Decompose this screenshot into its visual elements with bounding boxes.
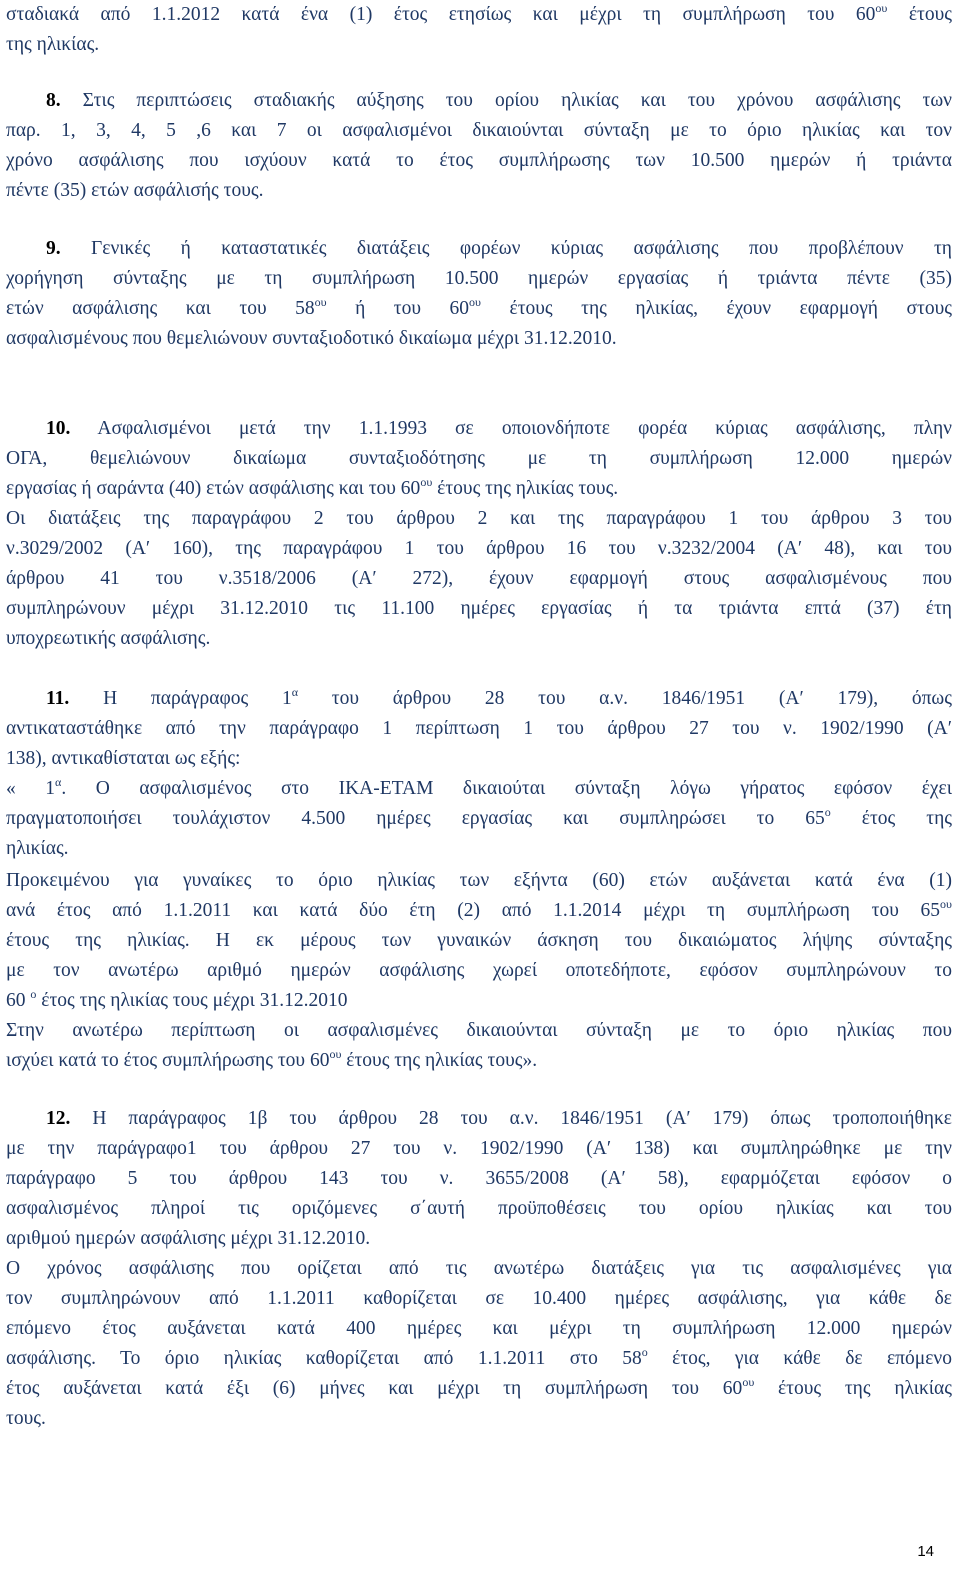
text-line [6,626,952,652]
superscript: ο [824,804,831,819]
text-run: έτος αυξάνεται κατά έξι (6) μήνες και μέχρι τη συμπλήρωση του 60 [6,1378,743,1399]
text-line [6,506,952,532]
text-run: του άρθρου 28 του α.ν. 1846/1951 (Α′ 179), όπως [298,688,952,709]
text-run: Οι διατάξεις της παραγράφου 2 του άρθρου 2 και της παραγράφου 1 του άρθρου 3 του [6,508,952,529]
text-line [6,1226,952,1252]
superscript: α [55,774,62,789]
text-line [6,836,952,862]
text-line [6,296,952,322]
text-run: με την παράγραφο1 του άρθρου 27 του ν. 1902/1990 (Α′ 138) και συμπληρώθηκε με την [6,1138,952,1159]
page-number: 14 [917,1543,934,1560]
text-line [6,118,952,144]
text-run: έτος της [830,808,952,829]
text-run: με τον ανωτέρω αριθμό ημερών ασφάλισης χωρεί οποτεδήποτε, εφόσον συμπληρώνουν το [6,960,952,981]
text-run: επόμενο έτος αυξάνεται κατά 400 ημέρες και μέχρι τη συμπλήρωση 12.000 ημερών [6,1318,952,1339]
text-line [6,476,952,502]
text-run: έτος της ηλικίας τους μέχρι 31.12.2010 [36,990,348,1011]
text-line [6,1406,952,1432]
text-run: έτους της ηλικίας, έχουν εφαρμογή στους [481,298,952,319]
text-run: τους. [6,1408,46,1429]
text-run: Στις περιπτώσεις σταδιακής αύξησης του ορίου ηλικίας και του χρόνου ασφάλισης των [60,90,952,111]
text-line [6,1376,952,1402]
superscript: ου [469,294,481,309]
superscript: ου [742,1374,755,1389]
text-run: έτος, για κάθε δε επόμενο [647,1348,952,1369]
text-line [6,746,952,772]
text-line [6,88,952,114]
text-run: υποχρεωτικής ασφάλισης. [6,628,211,649]
superscript: ο [641,1344,648,1359]
text-run: άρθρου 41 του ν.3518/2006 (Α′ 272), έχουν εφαρμογή στους ασφαλισμένους που [6,568,952,589]
text-run: πέντε (35) ετών ασφάλισής τους. [6,180,264,201]
text-run: παρ. 1, 3, 4, 5 ,6 και 7 οι ασφαλισμένοι δικαιούνται σύνταξη με το όριο ηλικίας και τον [6,120,952,141]
text-line [6,326,952,352]
text-line [6,446,952,472]
superscript: ου [940,896,952,911]
text-line [6,536,952,562]
paragraph-number: 9. [46,238,61,259]
text-run: χορήγηση σύνταξης με τη συμπλήρωση 10.500 ημερών εργασίας ή τριάντα πέντε (35) [6,268,952,289]
text-line [6,1256,952,1282]
text-run: εργασίας ή σαράντα (40) ετών ασφάλισης και του 60 [6,478,421,499]
text-run: έτους της ηλικίας. Η εκ μέρους των γυναικών άσκηση του δικαιώματος λήψης σύνταξης [6,930,952,951]
text-run: Η παράγραφος 1 [69,688,292,709]
paragraph-number: 12. [46,1108,71,1129]
superscript: ου [314,294,327,309]
text-run: ασφαλισμένους που θεμελιώνουν συνταξιοδοτικό δικαίωμα μέχρι 31.12.2010. [6,328,617,349]
text-line [6,958,952,984]
superscript: ου [875,0,888,15]
paragraph-number: 8. [46,90,61,111]
text-line [6,988,952,1014]
superscript: ου [420,474,433,489]
text-run: αριθμού ημερών ασφάλισης μέχρι 31.12.2010. [6,1228,371,1249]
text-line [6,1346,952,1372]
text-line [6,716,952,742]
text-run: της ηλικίας. [6,34,100,55]
text-run: Προκειμένου για γυναίκες το όριο ηλικίας των εξήντα (60) ετών αυξάνεται κατά ένα (1) [6,870,952,891]
text-line [6,928,952,954]
text-run: Η παράγραφος 1β του άρθρου 28 του α.ν. 1846/1951 (Α′ 179) όπως τροποποιήθηκε [70,1108,952,1129]
text-line [6,596,952,622]
text-line [6,32,952,58]
text-run: σταδιακά από 1.1.2012 κατά ένα (1) έτος ετησίως και μέχρι τη συμπλήρωση του 60 [6,4,876,25]
text-run: ν.3029/2002 (Α′ 160), της παραγράφου 1 του άρθρου 16 του ν.3232/2004 (Α′ 48), και του [6,538,952,559]
text-run: ασφάλισης. Το όριο ηλικίας καθορίζεται από 1.1.2011 στο 58 [6,1348,642,1369]
text-run: έτους της ηλικίας τους». [341,1050,538,1071]
text-line [6,1048,952,1074]
text-run: Ασφαλισμένοι μετά την 1.1.1993 σε οποιονδήποτε φορέα κύριας ασφάλισης, πλην [70,418,952,439]
text-line [6,898,952,924]
text-line [6,2,952,28]
text-run: « 1 [6,778,56,799]
text-line [6,1316,952,1342]
text-line [6,806,952,832]
text-run: ή του 60 [326,298,470,319]
text-run: ισχύει κατά το έτος συμπλήρωσης του 60 [6,1050,330,1071]
text-run: ασφαλισμένος πληροί τις οριζόμενες σ΄αυτή προϋποθέσεις του ορίου ηλικίας και του [6,1198,952,1219]
text-run: ετών ασφάλισης και του 58 [6,298,315,319]
paragraph-number: 10. [46,418,71,439]
text-run: ΟΓΑ, θεμελιώνουν δικαίωμα συνταξιοδότησης με τη συμπλήρωση 12.000 ημερών [6,448,952,469]
text-run: τον συμπληρώνουν από 1.1.2011 καθορίζεται σε 10.400 ημέρες ασφάλισης, για κάθε δε [6,1288,952,1309]
superscript: ο [30,986,37,1001]
text-run: ηλικίας. [6,838,69,859]
text-run: έτους της ηλικίας [754,1378,952,1399]
text-line [6,1286,952,1312]
text-line [6,868,952,894]
text-run: χρόνο ασφάλισης που ισχύουν κατά το έτος συμπλήρωσης των 10.500 ημερών ή τριάντα [6,150,952,171]
text-run: παράγραφο 5 του άρθρου 143 του ν. 3655/2008 (Α′ 58), εφαρμόζεται εφόσον ο [6,1168,952,1189]
text-run: . Ο ασφαλισμένος στο ΙΚΑ-ΕΤΑΜ δικαιούται σύνταξη λόγω γήρατος εφόσον έχει [61,778,952,799]
superscript: α [291,684,298,699]
text-line [6,266,952,292]
text-line [6,686,952,712]
text-line [6,178,952,204]
text-run: 138), αντικαθίσταται ως εξής: [6,748,241,769]
text-run: Ο χρόνος ασφάλισης που ορίζεται από τις ανωτέρω διατάξεις για τις ασφαλισμένες για [6,1258,952,1279]
text-run: έτους [887,4,952,25]
text-run: Γενικές ή καταστατικές διατάξεις φορέων κύριας ασφάλισης που προβλέπουν τη [60,238,952,259]
text-run: Στην ανωτέρω περίπτωση οι ασφαλισμένες δικαιούνται σύνταξη με το όριο ηλικίας που [6,1020,952,1041]
text-run: αντικαταστάθηκε από την παράγραφο 1 περίπτωση 1 του άρθρου 27 του ν. 1902/1990 (Α′ [6,718,952,739]
text-line [6,1018,952,1044]
text-run: συμπληρώνουν μέχρι 31.12.2010 τις 11.100 ημέρες εργασίας ή τα τριάντα επτά (37) έτη [6,598,952,619]
text-line [6,1196,952,1222]
document-page [6,0,952,1572]
text-run: έτους της ηλικίας τους. [432,478,619,499]
text-line [6,236,952,262]
text-run: 60 [6,990,31,1011]
text-run: ανά έτος από 1.1.2011 και κατά δύο έτη (2) από 1.1.2014 μέχρι τη συμπλήρωση του 65 [6,900,941,921]
superscript: ου [329,1046,342,1061]
paragraph-number: 11. [46,688,70,709]
text-line [6,148,952,174]
text-run: πραγματοποιήσει τουλάχιστον 4.500 ημέρες εργασίας και συμπληρώσει το 65 [6,808,825,829]
text-line [6,1136,952,1162]
text-line [6,1106,952,1132]
text-line [6,776,952,802]
text-line [6,416,952,442]
text-line [6,566,952,592]
text-line [6,1166,952,1192]
